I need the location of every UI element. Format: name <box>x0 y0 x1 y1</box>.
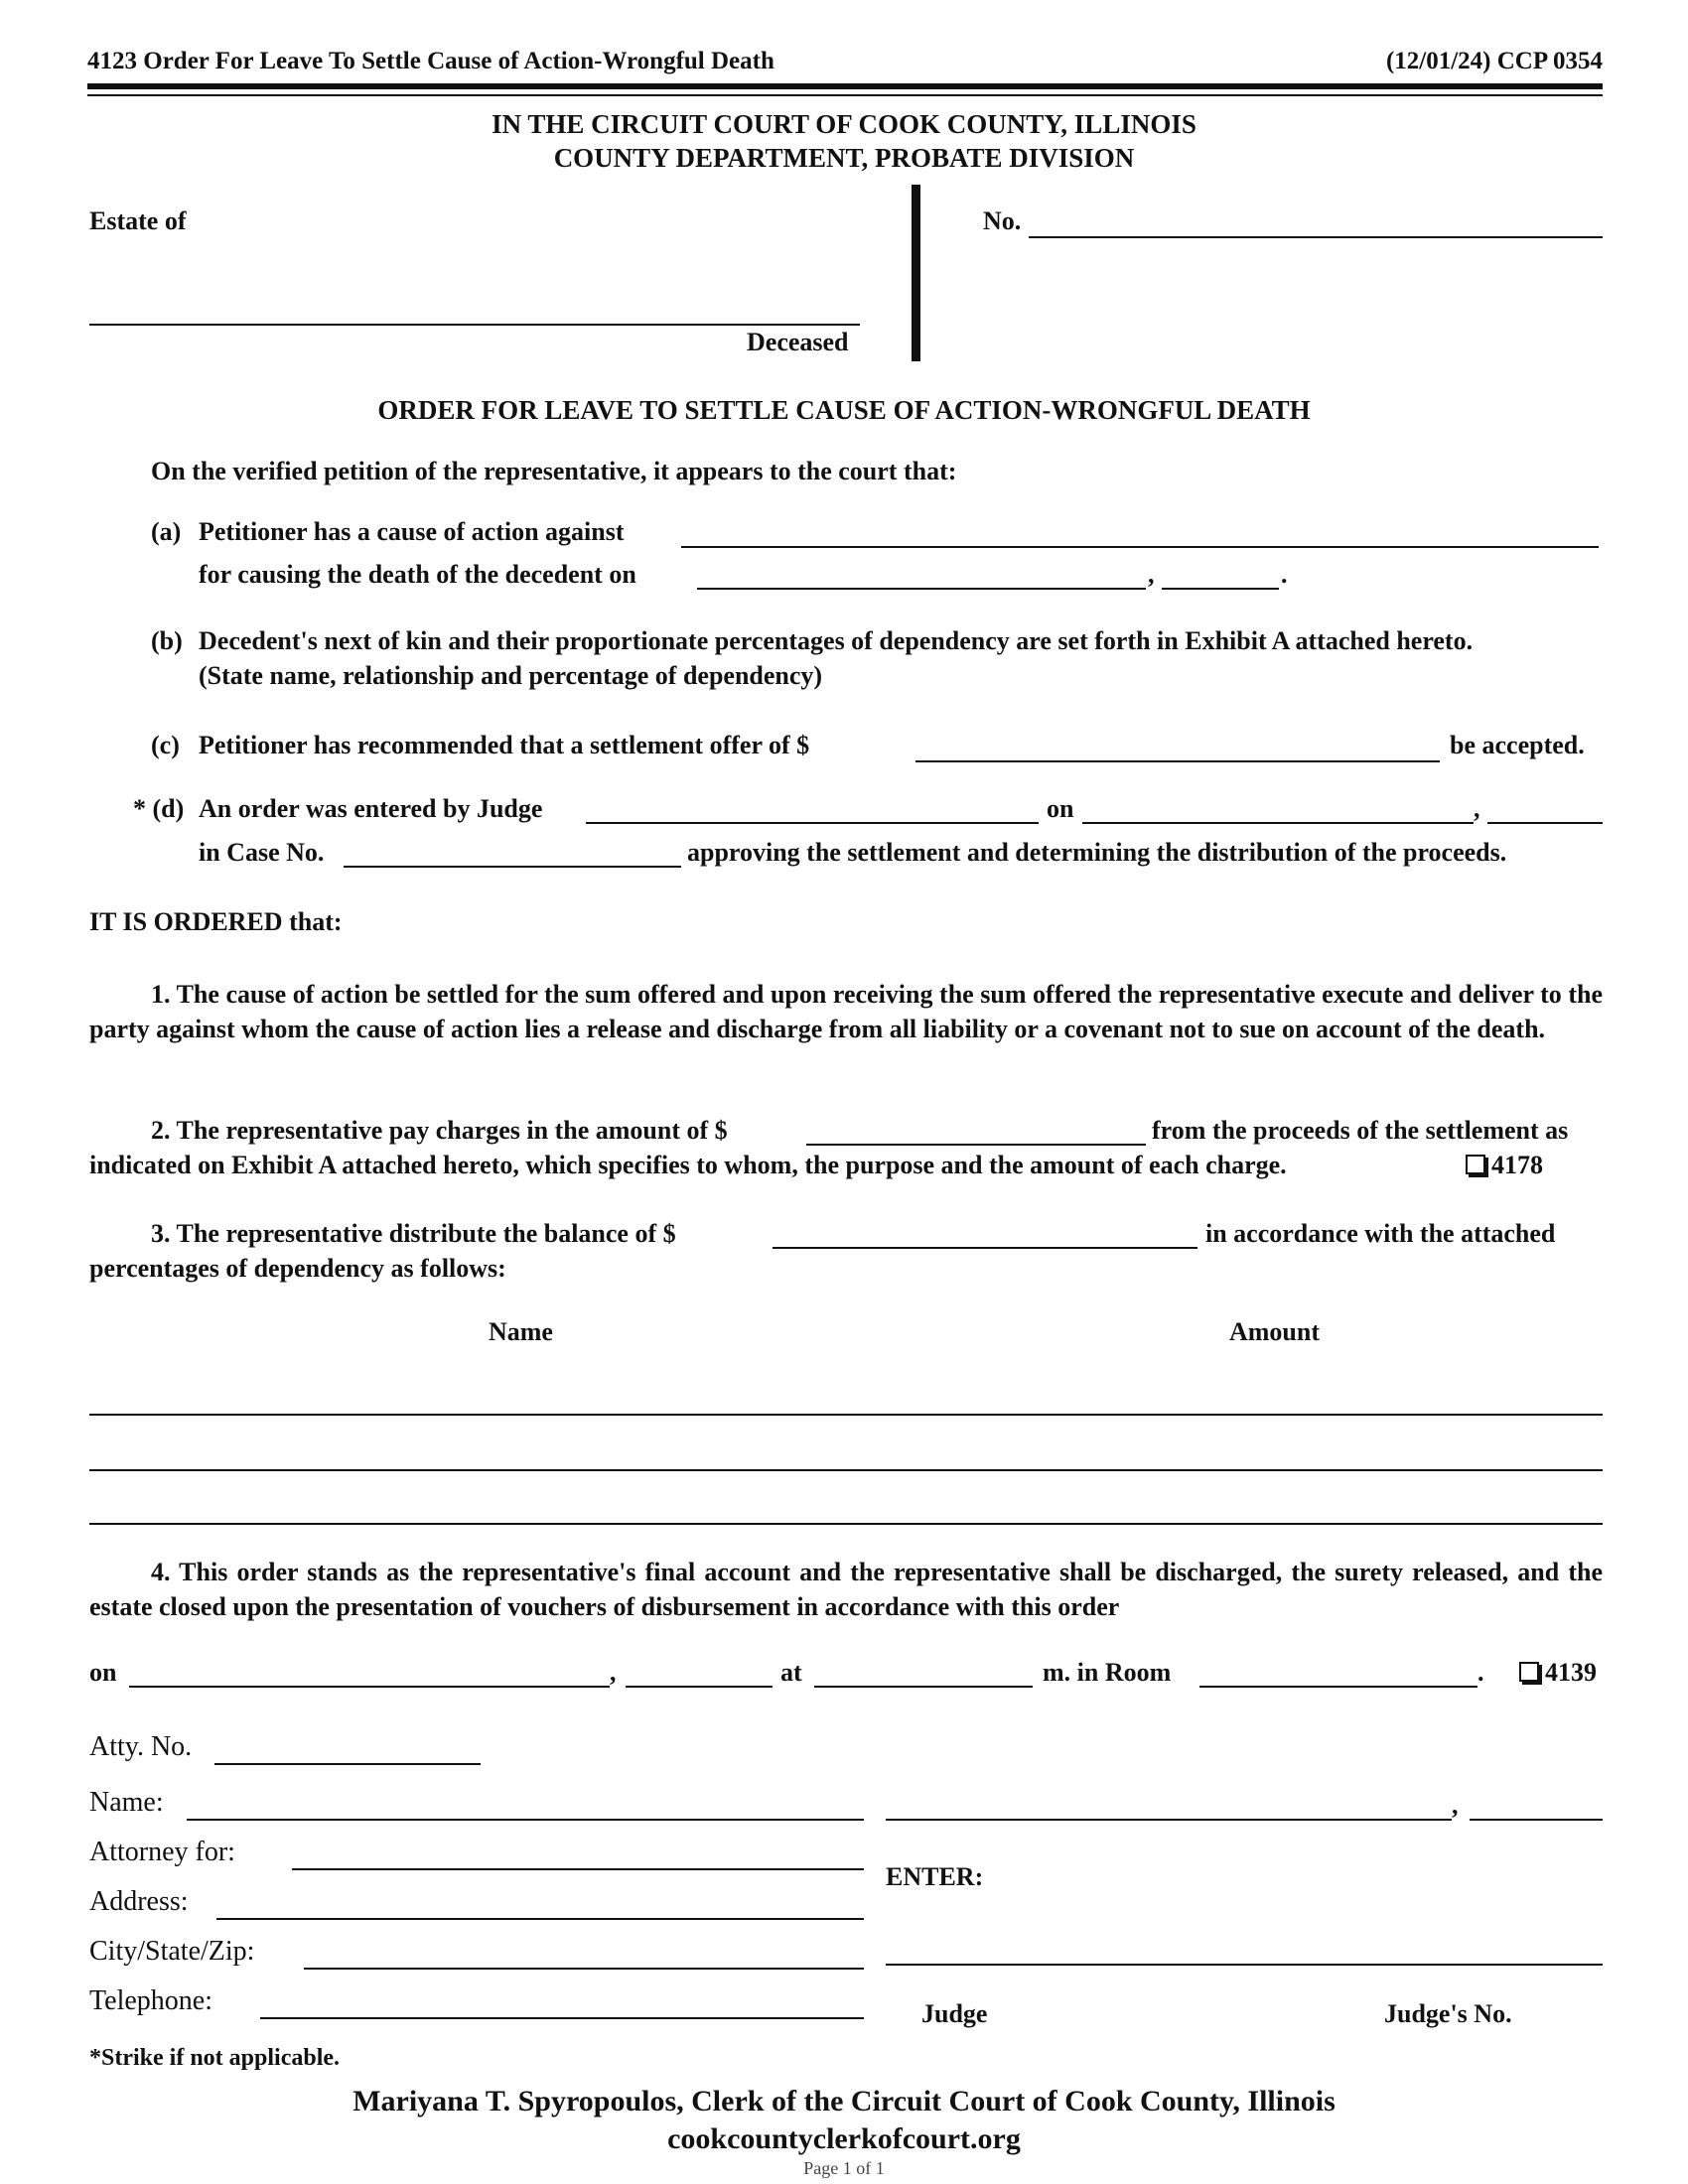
balance-amount-field[interactable] <box>773 1217 1197 1249</box>
defendant-field[interactable] <box>681 516 1599 548</box>
death-year-field[interactable] <box>1162 558 1279 590</box>
estate-of-label: Estate of <box>89 206 187 235</box>
order-date-field[interactable] <box>1082 792 1474 824</box>
judge-signature-field[interactable] <box>886 1934 1603 1966</box>
charges-amount-field[interactable] <box>806 1114 1146 1146</box>
intro-text: On the verified petition of the representative, it appears to the court that: <box>151 457 957 485</box>
address-field[interactable] <box>216 1888 864 1920</box>
judge-label: Judge <box>921 1999 988 2028</box>
order-3-end: in accordance with the attached <box>1205 1219 1556 1248</box>
comma: , <box>1148 560 1155 589</box>
distribution-row-2[interactable] <box>89 1439 1603 1471</box>
ordered-heading: IT IS ORDERED that: <box>89 907 343 936</box>
case-number-field[interactable] <box>1029 206 1603 238</box>
prior-case-no-field[interactable] <box>344 836 681 868</box>
finding-d-label: * (d) <box>133 794 185 823</box>
order-year-field[interactable] <box>1487 792 1603 824</box>
court-name: IN THE CIRCUIT COURT OF COOK COUNTY, ILLINOIS <box>492 109 1196 139</box>
order-2-mid: from the proceeds of the settlement as <box>1152 1116 1569 1145</box>
period-4: . <box>1477 1658 1484 1687</box>
finding-d-text: An order was entered by Judge <box>199 794 543 823</box>
header-rule-thick <box>87 83 1603 89</box>
estate-name-field[interactable] <box>89 294 860 326</box>
order-4-text: 4. This order stands as the representative's final account and the representative shall be discharged, the surety released, and the estate closed upon the presentation of vouchers of disbursement in accordance with this order <box>89 1558 1603 1621</box>
form-code: (12/01/24) CCP 0354 <box>1385 48 1603 74</box>
form-4178-option[interactable] <box>1466 1151 1543 1180</box>
period: . <box>1281 560 1288 589</box>
website-footer: cookcountyclerkofcourt.org <box>667 2122 1021 2155</box>
attorney-for-field[interactable] <box>292 1839 864 1870</box>
room-field[interactable] <box>1199 1656 1477 1688</box>
order-4-on: on <box>89 1658 117 1687</box>
settlement-offer-field[interactable] <box>915 731 1440 762</box>
page-number: Page 1 of 1 <box>803 2158 885 2178</box>
order-3-line2: percentages of dependency as follows: <box>89 1254 506 1283</box>
distribution-row-3[interactable] <box>89 1493 1603 1525</box>
city-state-zip-label: City/State/Zip: <box>89 1936 255 1967</box>
finding-c-end: be accepted. <box>1450 731 1585 759</box>
closing-date-field[interactable] <box>129 1656 610 1688</box>
column-amount-header: Amount <box>1229 1317 1321 1346</box>
column-name-header: Name <box>489 1317 553 1346</box>
case-no-label: No. <box>983 206 1022 235</box>
judge-name-field[interactable] <box>586 792 1039 824</box>
order-4-at: at <box>780 1658 802 1687</box>
enter-label: ENTER: <box>886 1862 984 1891</box>
finding-a-label: (a) <box>151 517 182 546</box>
atty-no-label: Atty. No. <box>89 1731 193 1762</box>
comma-4: , <box>610 1658 617 1687</box>
judge-signature-date-field[interactable] <box>886 1789 1452 1821</box>
address-label: Address: <box>89 1886 189 1917</box>
distribution-row-1[interactable] <box>89 1384 1603 1416</box>
telephone-label: Telephone: <box>89 1985 212 2016</box>
finding-b-text: Decedent's next of kin and their proportionate percentages of dependency are set forth in Exhibit A attached hereto. <box>199 626 1474 655</box>
atty-no-field[interactable] <box>214 1733 481 1765</box>
clerk-footer: Mariyana T. Spyropoulos, Clerk of the Circuit Court of Cook County, Illinois <box>352 2085 1336 2117</box>
finding-a-line2: for causing the death of the decedent on <box>199 560 636 589</box>
form-4139-label: 4139 <box>1545 1658 1597 1687</box>
caption-divider <box>912 185 920 361</box>
judge-signature-year-field[interactable] <box>1470 1789 1603 1821</box>
comma-sig: , <box>1452 1791 1459 1820</box>
finding-c-label: (c) <box>151 731 180 759</box>
checkbox-4139-icon[interactable] <box>1519 1662 1539 1682</box>
city-state-zip-field[interactable] <box>304 1938 864 1970</box>
judges-no-label: Judge's No. <box>1384 1999 1512 2028</box>
telephone-field[interactable] <box>260 1987 864 2019</box>
finding-c-text: Petitioner has recommended that a settlement offer of $ <box>199 731 810 759</box>
order-4-room-label: m. in Room <box>1043 1658 1172 1687</box>
order-title: ORDER FOR LEAVE TO SETTLE CAUSE OF ACTION-WRONGFUL DEATH <box>377 395 1311 425</box>
form-4178-label: 4178 <box>1491 1151 1543 1179</box>
order-1-text: 1. The cause of action be settled for the sum offered and upon receiving the sum offered the representative execute and deliver to the party against whom the cause of action lies a release and discharge from all liability or a covenant not to sue on account of the death. <box>89 980 1603 1043</box>
finding-d-on: on <box>1047 794 1074 823</box>
death-date-field[interactable] <box>697 558 1146 590</box>
checkbox-4178-icon[interactable] <box>1466 1155 1485 1174</box>
order-2-start: 2. The representative pay charges in the amount of $ <box>151 1116 728 1145</box>
closing-time-field[interactable] <box>814 1656 1033 1688</box>
attorney-for-label: Attorney for: <box>89 1837 235 1867</box>
strike-note: *Strike if not applicable. <box>89 2045 341 2071</box>
finding-b-label: (b) <box>151 626 183 655</box>
deceased-label: Deceased <box>747 328 849 356</box>
court-division: COUNTY DEPARTMENT, PROBATE DIVISION <box>553 143 1135 173</box>
form-4139-option[interactable] <box>1519 1658 1597 1688</box>
attorney-name-label: Name: <box>89 1787 164 1818</box>
header-rule-thin <box>87 94 1603 96</box>
finding-a-text: Petitioner has a cause of action against <box>199 517 625 546</box>
finding-d-end: approving the settlement and determining the distribution of the proceeds. <box>687 838 1507 867</box>
order-3-start: 3. The representative distribute the balance of $ <box>151 1219 676 1248</box>
closing-year-field[interactable] <box>626 1656 773 1688</box>
order-2-line2: indicated on Exhibit A attached hereto, which specifies to whom, the purpose and the amount of each charge. <box>89 1151 1287 1179</box>
finding-b-note: (State name, relationship and percentage of dependency) <box>199 661 823 690</box>
attorney-name-field[interactable] <box>187 1789 864 1821</box>
finding-d-case: in Case No. <box>199 838 325 867</box>
comma-d: , <box>1474 794 1480 823</box>
form-title: 4123 Order For Leave To Settle Cause of Action-Wrongful Death <box>87 48 774 74</box>
